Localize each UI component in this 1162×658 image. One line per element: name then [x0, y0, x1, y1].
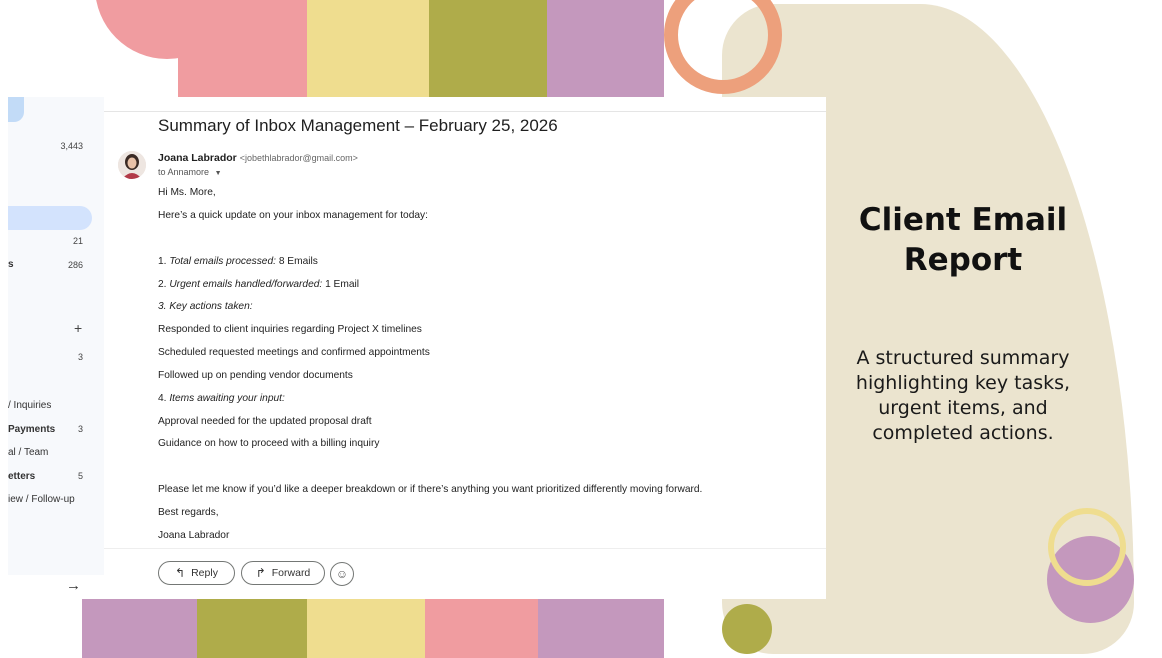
sidebar-item-followup[interactable]: iew / Follow-up [8, 494, 75, 505]
sender-email: <jobethlabrador@gmail.com> [239, 153, 358, 163]
email-screenshot [8, 97, 826, 599]
report-description: A structured summary highlighting key tasks, urgent items, and completed actions. [855, 347, 1071, 444]
email-signature: Joana Labrador [158, 530, 230, 541]
decorative-olive-block-bottom [197, 599, 307, 658]
reply-button[interactable] [158, 561, 235, 585]
email-item-3-heading: 3. Key actions taken: [158, 301, 253, 312]
sidebar-item-payments[interactable]: Payments [8, 424, 56, 435]
arrow-right-icon[interactable]: → [66, 577, 81, 594]
item-value: 8 Emails [275, 256, 318, 267]
smiley-icon: ☺ [335, 567, 349, 581]
sidebar-count: 3 [77, 352, 83, 362]
decorative-yellow-block-bottom [307, 599, 425, 658]
toolbar-divider [104, 111, 826, 112]
avatar-photo-icon [118, 151, 146, 179]
sidebar-count: 3,443 [60, 141, 83, 151]
item-number: 1. [158, 256, 170, 267]
sidebar-item-label[interactable]: s [8, 259, 14, 270]
decorative-pink-block-bottom [425, 599, 538, 658]
mail-sidebar [8, 97, 104, 575]
decorative-purple-block-bottom-2 [538, 599, 664, 658]
recipient-label: to Annamore [158, 167, 210, 177]
reply-icon: ↰ [175, 566, 186, 580]
chevron-down-icon[interactable]: ▼ [214, 170, 222, 177]
forward-button[interactable] [241, 561, 325, 585]
compose-button-edge[interactable] [8, 97, 24, 122]
decorative-pink-block [178, 0, 307, 97]
decorative-olive-block [429, 0, 547, 97]
action-item: Scheduled requested meetings and confirmed appointments [158, 347, 430, 358]
recipient-line[interactable] [158, 167, 222, 177]
item-number: 2. [158, 279, 170, 290]
email-subject: Summary of Inbox Management – February 25, 2026 [158, 116, 558, 135]
email-item-4 [158, 393, 285, 404]
email-view [104, 97, 826, 599]
email-item-1 [158, 256, 318, 267]
item-value: 1 Email [322, 279, 360, 290]
email-closing: Please let me know if you’d like a deeper breakdown or if there’s anything you want prioritized differently moving forward. [158, 484, 703, 495]
sender-name[interactable]: Joana Labrador [158, 152, 237, 164]
sender-avatar[interactable] [118, 151, 146, 179]
report-title: Client Email Report [858, 202, 1068, 278]
awaiting-item: Guidance on how to proceed with a billing inquiry [158, 438, 380, 449]
email-intro: Here’s a quick update on your inbox management for today: [158, 210, 428, 221]
reply-label: Reply [191, 567, 218, 579]
sidebar-item-team[interactable]: al / Team [8, 447, 49, 458]
item-label: Items awaiting your input: [169, 393, 285, 404]
awaiting-item: Approval needed for the updated proposal draft [158, 416, 372, 427]
sidebar-count: 5 [77, 471, 83, 481]
sidebar-item-inquiries[interactable]: / Inquiries [8, 400, 52, 411]
sidebar-count: 3 [77, 424, 83, 434]
sidebar-item-selected[interactable] [8, 206, 92, 230]
decorative-purple-block [547, 0, 664, 97]
sidebar-count: 21 [72, 236, 83, 246]
emoji-reaction-button[interactable] [330, 562, 354, 586]
decorative-purple-block-bottom [82, 599, 197, 658]
item-label: Urgent emails handled/forwarded: [169, 279, 323, 290]
decorative-yellow-ring [1048, 508, 1126, 586]
decorative-olive-dot [722, 604, 772, 654]
action-item: Followed up on pending vendor documents [158, 370, 353, 381]
email-item-2 [158, 279, 359, 290]
sender-line [158, 152, 358, 164]
sidebar-item-letters[interactable]: etters [8, 471, 36, 482]
sidebar-count: 286 [67, 260, 83, 270]
add-label-icon[interactable]: + [74, 320, 83, 336]
email-greeting: Hi Ms. More, [158, 187, 216, 198]
footer-divider [104, 548, 826, 549]
email-signoff: Best regards, [158, 507, 219, 518]
item-label: Total emails processed: [169, 256, 276, 267]
item-number: 4. [158, 393, 170, 404]
forward-icon: ↱ [255, 566, 266, 580]
decorative-yellow-block [307, 0, 429, 97]
forward-label: Forward [271, 567, 311, 579]
action-item: Responded to client inquiries regarding Project X timelines [158, 324, 422, 335]
